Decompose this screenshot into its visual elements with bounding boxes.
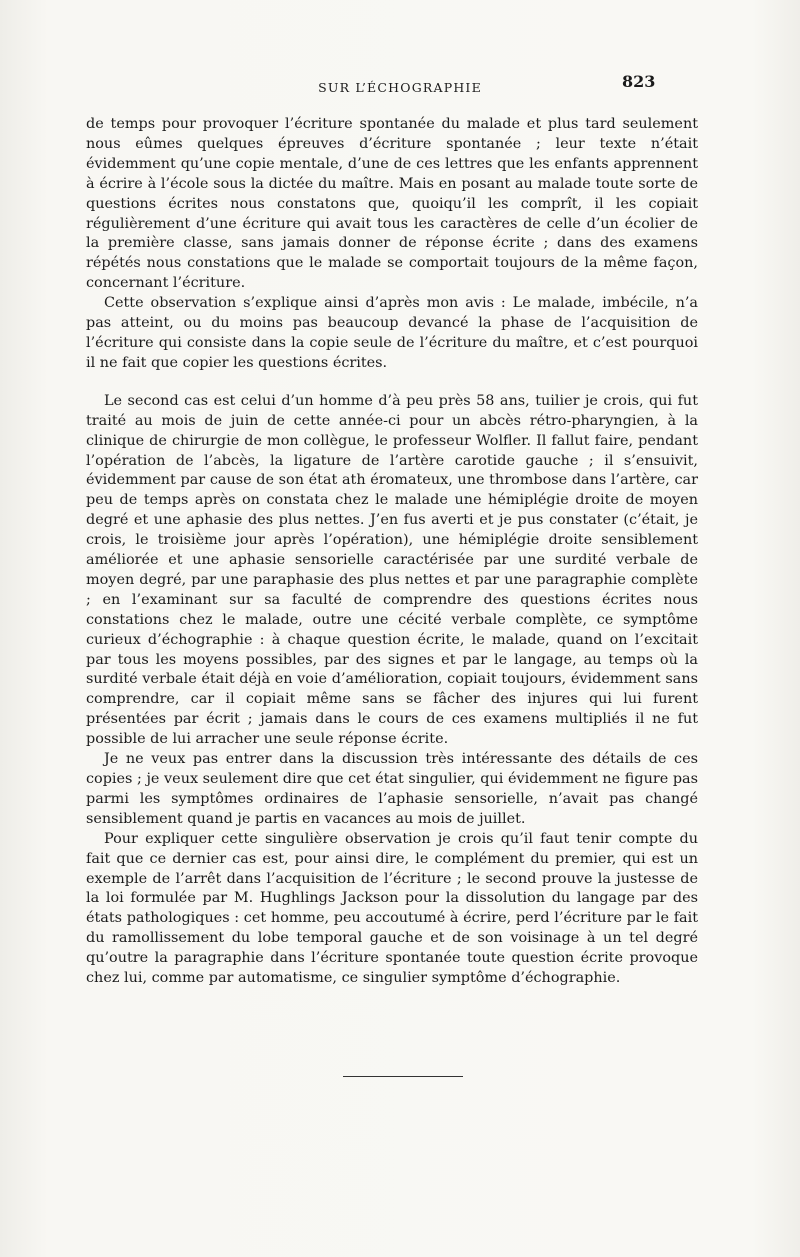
running-title: SUR L’ÉCHOGRAPHIE [318, 80, 482, 95]
page-number: 823 [622, 72, 656, 91]
section-end-rule [343, 1076, 463, 1077]
paragraph-discussion: Je ne veux pas entrer dans la discussion très intéressante des détails de ces copies ; je veux seulement dire que cet état singulier, qui évidemment ne figure pas parmi les symptômes ordinaires de l’aphasie sensorielle, n’avait pas changé sensiblement quand je partis en vacances au mois de juillet. [86, 751, 698, 827]
body-text [86, 115, 698, 989]
paragraph-second-case: Le second cas est celui d’un homme d’à peu près 58 ans, tuilier je crois, qui fut traité au mois de juin de cette année-ci pour un abcès rétro-pharyngien, à la clinique de chirurgie de mon collègue, le professeur Wolfler. Il fallut faire, pendant l’opération de l’abcès, la ligature de l’artère carotide gauche ; il s’ensuivit, évidemment par cause de son état ath éromateux, une thrombose dans l’artère, car peu de temps après on constata chez le malade une hémiplégie droite de moyen degré et une aphasie des plus nettes. J’en fus averti et je pus constater (c’était, je crois, le troisième jour après l’opération), une hémiplégie droite sensiblement améliorée et une aphasie sensorielle caractérisée par une surdité verbale de moyen degré, par une paraphasie des plus nettes et par une paragraphie complète ; en l’examinant sur sa faculté de comprendre des questions écrites nous constations chez le malade, outre une cécité verbale complète, ce symptôme curieux d’échographie : à chaque question écrite, le malade, quand on l’excitait par tous les moyens possibles, par des signes et par le langage, au temps où la surdité verbale était déjà en voie d’amélioration, copiait toujours, évidemment sans comprendre, car il copiait même sans se fâcher des injures qui lui furent présentées par écrit ; jamais dans le cours de ces examens multipliés il ne fut possible de lui arracher une seule réponse écrite. [86, 392, 698, 748]
paragraph-interpretation: Cette observation s’explique ainsi d’après mon avis : Le malade, imbécile, n’a pas atteint, ou du moins pas beaucoup devancé la phase de l’acquisition de l’écriture qui consiste dans la copie seule de l’écriture du maître, et c’est pourquoi il ne fait que copier les questions écrites. [86, 295, 698, 371]
paragraph-conclusion: Pour expliquer cette singulière observation je crois qu’il faut tenir compte du fait que ce dernier cas est, pour ainsi dire, le complément du premier, qui est un exemple de l’arrêt dans l’acquisition de l’écriture ; le second prouve la justesse de la loi formulée par M. Hughlings Jackson pour la dissolution du langage par des états pathologiques : cet homme, peu accoutumé à écrire, perd l’écriture par le fait du ramollissement du lobe temporal gauche et de son voisinage à un tel degré qu’outre la paragraphie dans l’écriture spontanée toute question écrite provoque chez lui, comme par automatisme, ce singulier symptôme d’échographie. [86, 830, 698, 987]
paragraph-continuation: de temps pour provoquer l’écriture spontanée du malade et plus tard seulement nous eûmes quelques épreuves d’écriture spontanée ; leur texte n’était évidemment qu’une copie mentale, d’une de ces lettres que les enfants apprennent à écrire à l’école sous la dictée du maître. Mais en posant au malade toute sorte de questions écrites nous constatons que, quoiqu’il les comprît, il les copiait régulièrement d’une écriture qui avait tous les caractères de celle d’un écolier de la première classe, sans jamais donner de réponse écrite ; dans des examens répétés nous constations que le malade se comportait toujours de la même façon, concernant l’écriture. [86, 116, 698, 292]
